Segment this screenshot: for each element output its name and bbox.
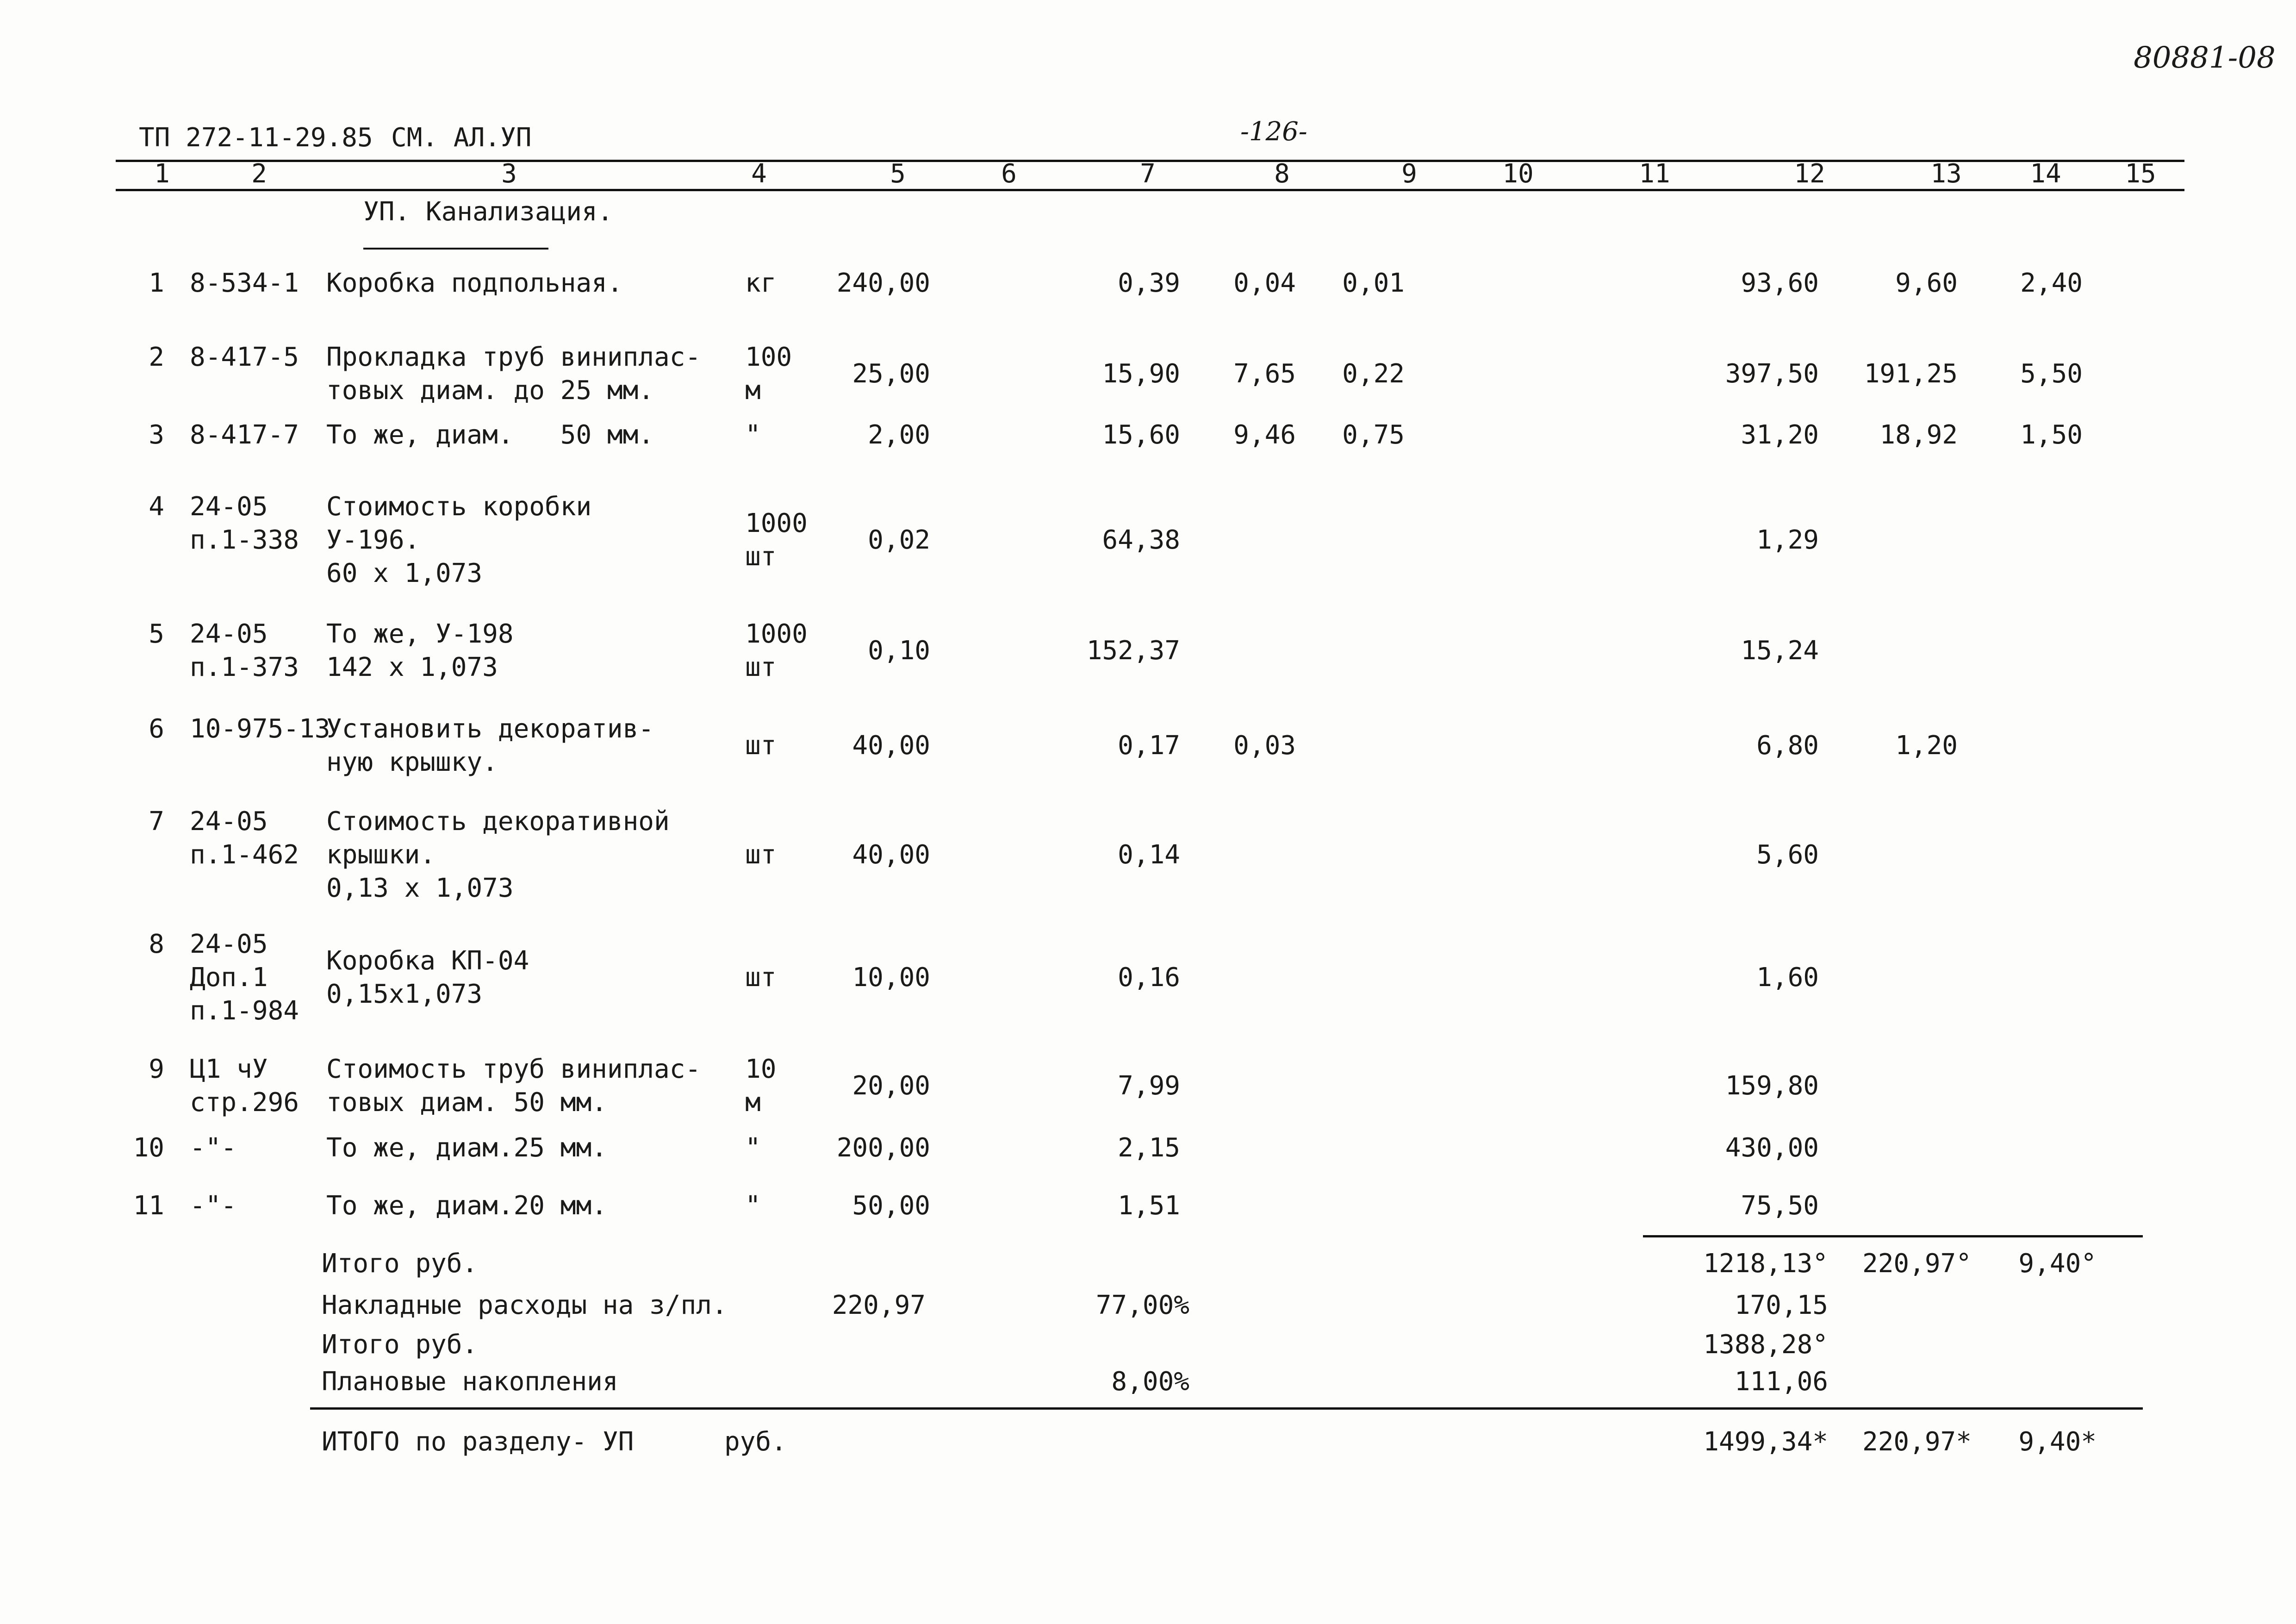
total-cost: 5,60 bbox=[1756, 840, 1819, 870]
unit: 100 bbox=[745, 342, 792, 372]
unit: шт bbox=[745, 542, 777, 572]
column-number: 12 bbox=[1794, 159, 1825, 189]
totals-bottom-rule bbox=[310, 1407, 2143, 1410]
row-number: 1 bbox=[149, 268, 164, 298]
work-name: Коробка подпольная. bbox=[326, 268, 623, 298]
quantity: 2,00 bbox=[868, 420, 930, 450]
totals-label: ИТОГО по разделу- УП bbox=[322, 1427, 634, 1457]
unit: м bbox=[745, 375, 761, 406]
column-number: 15 bbox=[2125, 159, 2156, 189]
column-number: 1 bbox=[154, 159, 170, 189]
quantity: 25,00 bbox=[852, 359, 930, 389]
work-name: Стоимость декоративной bbox=[326, 806, 670, 837]
unit: 10 bbox=[745, 1054, 777, 1084]
total-cost: 93,60 bbox=[1741, 268, 1819, 298]
column-number: 5 bbox=[890, 159, 906, 189]
page-number: -126- bbox=[1240, 117, 1307, 147]
row-number: 11 bbox=[133, 1191, 164, 1221]
row-number: 3 bbox=[149, 420, 164, 450]
unit: " bbox=[745, 420, 761, 450]
work-name: То же, диам.25 мм. bbox=[326, 1133, 607, 1163]
total-wage: 191,25 bbox=[1864, 359, 1958, 389]
row-number: 9 bbox=[149, 1054, 164, 1084]
total-machine-wage: 1,50 bbox=[2020, 420, 2083, 450]
totals-wage: 220,97° bbox=[1862, 1249, 1972, 1279]
totals-rate: 77,00% bbox=[1095, 1290, 1189, 1320]
totals-cost: 1218,13° bbox=[1703, 1249, 1828, 1279]
totals-unit: руб. bbox=[724, 1427, 787, 1457]
total-machine-wage: 5,50 bbox=[2020, 359, 2083, 389]
column-number: 4 bbox=[751, 159, 767, 189]
work-name: 0,13 х 1,073 bbox=[326, 873, 514, 903]
total-cost: 430,00 bbox=[1725, 1133, 1819, 1163]
work-name: 142 х 1,073 bbox=[326, 652, 498, 682]
rate-code: 8-417-7 bbox=[190, 420, 299, 450]
quantity: 0,10 bbox=[868, 636, 930, 666]
quantity: 50,00 bbox=[852, 1191, 930, 1221]
work-name: товых диам. до 25 мм. bbox=[326, 375, 654, 406]
column-number: 9 bbox=[1401, 159, 1417, 189]
unit-price: 15,90 bbox=[1102, 359, 1180, 389]
rate-code: Ц1 чУ bbox=[190, 1054, 268, 1084]
work-name: крышки. bbox=[326, 840, 436, 870]
column-number: 3 bbox=[501, 159, 517, 189]
work-name: То же, диам. 50 мм. bbox=[326, 420, 654, 450]
machine-wage-per-unit: 0,01 bbox=[1342, 268, 1405, 298]
work-name: Коробка КП-04 bbox=[326, 946, 529, 976]
rate-code: 10-975-13 bbox=[190, 714, 330, 744]
rate-code: стр.296 bbox=[190, 1087, 299, 1118]
unit: м bbox=[745, 1087, 761, 1118]
total-cost: 397,50 bbox=[1725, 359, 1819, 389]
archive-stamp: 80881-08 bbox=[2134, 41, 2276, 75]
header-bottom-rule bbox=[116, 189, 2184, 191]
wage-per-unit: 9,46 bbox=[1233, 420, 1296, 450]
work-name: Прокладка труб виниплас- bbox=[326, 342, 701, 372]
work-name: Стоимость коробки bbox=[326, 492, 592, 522]
work-name: Установить декоратив- bbox=[326, 714, 654, 744]
rate-code: -"- bbox=[190, 1133, 237, 1163]
work-name: То же, У-198 bbox=[326, 619, 514, 649]
section-title-underline bbox=[363, 248, 548, 250]
column-number: 7 bbox=[1140, 159, 1156, 189]
work-name: товых диам. 50 мм. bbox=[326, 1087, 607, 1118]
rate-code: 8-534-1 bbox=[190, 268, 299, 298]
total-cost: 75,50 bbox=[1741, 1191, 1819, 1221]
unit-price: 0,16 bbox=[1118, 962, 1180, 993]
total-cost: 1,29 bbox=[1756, 525, 1819, 555]
rate-code: 24-05 bbox=[190, 619, 268, 649]
total-cost: 1,60 bbox=[1756, 962, 1819, 993]
unit: " bbox=[745, 1191, 761, 1221]
row-number: 5 bbox=[149, 619, 164, 649]
quantity: 200,00 bbox=[836, 1133, 930, 1163]
rate-code: Доп.1 bbox=[190, 962, 268, 993]
total-wage: 18,92 bbox=[1879, 420, 1958, 450]
unit-price: 0,39 bbox=[1118, 268, 1180, 298]
row-number: 4 bbox=[149, 492, 164, 522]
totals-wage: 220,97* bbox=[1862, 1427, 1972, 1457]
row-number: 10 bbox=[133, 1133, 164, 1163]
quantity: 10,00 bbox=[852, 962, 930, 993]
unit: шт bbox=[745, 962, 777, 993]
column-number: 8 bbox=[1274, 159, 1290, 189]
row-number: 8 bbox=[149, 929, 164, 959]
unit: шт bbox=[745, 652, 777, 682]
machine-wage-per-unit: 0,22 bbox=[1342, 359, 1405, 389]
unit-price: 2,15 bbox=[1118, 1133, 1180, 1163]
totals-machine-wage: 9,40° bbox=[2018, 1249, 2097, 1279]
rate-code: п.1-984 bbox=[190, 996, 299, 1026]
work-name: У-196. bbox=[326, 525, 420, 555]
unit-price: 1,51 bbox=[1118, 1191, 1180, 1221]
row-number: 2 bbox=[149, 342, 164, 372]
unit-price: 152,37 bbox=[1086, 636, 1180, 666]
project-code: ТП 272-11-29.85 bbox=[139, 123, 373, 153]
totals-label: Итого руб. bbox=[322, 1249, 478, 1279]
unit-price: 7,99 bbox=[1118, 1071, 1180, 1101]
rate-code: 24-05 bbox=[190, 492, 268, 522]
unit: 1000 bbox=[745, 619, 808, 649]
unit: 1000 bbox=[745, 508, 808, 538]
totals-label: Плановые накопления bbox=[322, 1367, 618, 1397]
unit: " bbox=[745, 1133, 761, 1163]
wage-per-unit: 0,04 bbox=[1233, 268, 1296, 298]
unit: шт bbox=[745, 731, 777, 761]
column-number: 13 bbox=[1930, 159, 1962, 189]
total-cost: 31,20 bbox=[1741, 420, 1819, 450]
totals-cost: 170,15 bbox=[1734, 1290, 1828, 1320]
column-number: 6 bbox=[1001, 159, 1017, 189]
rate-code: 24-05 bbox=[190, 806, 268, 837]
totals-top-rule bbox=[1643, 1235, 2143, 1237]
total-cost: 15,24 bbox=[1741, 636, 1819, 666]
column-number: 11 bbox=[1639, 159, 1670, 189]
work-name: 0,15х1,073 bbox=[326, 979, 483, 1009]
row-number: 7 bbox=[149, 806, 164, 837]
rate-code: п.1-462 bbox=[190, 840, 299, 870]
quantity: 240,00 bbox=[836, 268, 930, 298]
rate-code: п.1-338 bbox=[190, 525, 299, 555]
total-cost: 159,80 bbox=[1725, 1071, 1819, 1101]
machine-wage-per-unit: 0,75 bbox=[1342, 420, 1405, 450]
totals-base: 220,97 bbox=[832, 1290, 926, 1320]
quantity: 40,00 bbox=[852, 840, 930, 870]
unit-price: 0,14 bbox=[1118, 840, 1180, 870]
totals-cost: 111,06 bbox=[1734, 1367, 1828, 1397]
column-number: 10 bbox=[1502, 159, 1534, 189]
column-number: 2 bbox=[251, 159, 267, 189]
total-cost: 6,80 bbox=[1756, 731, 1819, 761]
rate-code: -"- bbox=[190, 1191, 237, 1221]
totals-machine-wage: 9,40* bbox=[2018, 1427, 2097, 1457]
work-name: 60 х 1,073 bbox=[326, 558, 483, 588]
quantity: 40,00 bbox=[852, 731, 930, 761]
wage-per-unit: 0,03 bbox=[1233, 731, 1296, 761]
rate-code: п.1-373 bbox=[190, 652, 299, 682]
total-wage: 9,60 bbox=[1895, 268, 1958, 298]
unit-price: 0,17 bbox=[1118, 731, 1180, 761]
work-name: ную крышку. bbox=[326, 747, 498, 777]
work-name: Стоимость труб виниплас- bbox=[326, 1054, 701, 1084]
totals-cost: 1499,34* bbox=[1703, 1427, 1828, 1457]
unit-price: 15,60 bbox=[1102, 420, 1180, 450]
rate-code: 8-417-5 bbox=[190, 342, 299, 372]
quantity: 20,00 bbox=[852, 1071, 930, 1101]
row-number: 6 bbox=[149, 714, 164, 744]
unit: кг bbox=[745, 268, 777, 298]
section-title: УП. Канализация. bbox=[363, 197, 613, 227]
column-number: 14 bbox=[2030, 159, 2061, 189]
totals-label: Накладные расходы на з/пл. bbox=[322, 1290, 728, 1320]
totals-rate: 8,00% bbox=[1111, 1367, 1189, 1397]
quantity: 0,02 bbox=[868, 525, 930, 555]
total-wage: 1,20 bbox=[1895, 731, 1958, 761]
totals-cost: 1388,28° bbox=[1703, 1330, 1828, 1360]
unit-price: 64,38 bbox=[1102, 525, 1180, 555]
work-name: То же, диам.20 мм. bbox=[326, 1191, 607, 1221]
unit: шт bbox=[745, 840, 777, 870]
totals-label: Итого руб. bbox=[322, 1330, 478, 1360]
wage-per-unit: 7,65 bbox=[1233, 359, 1296, 389]
estimate-code: СМ. АЛ.УП bbox=[391, 123, 532, 153]
total-machine-wage: 2,40 bbox=[2020, 268, 2083, 298]
rate-code: 24-05 bbox=[190, 929, 268, 959]
